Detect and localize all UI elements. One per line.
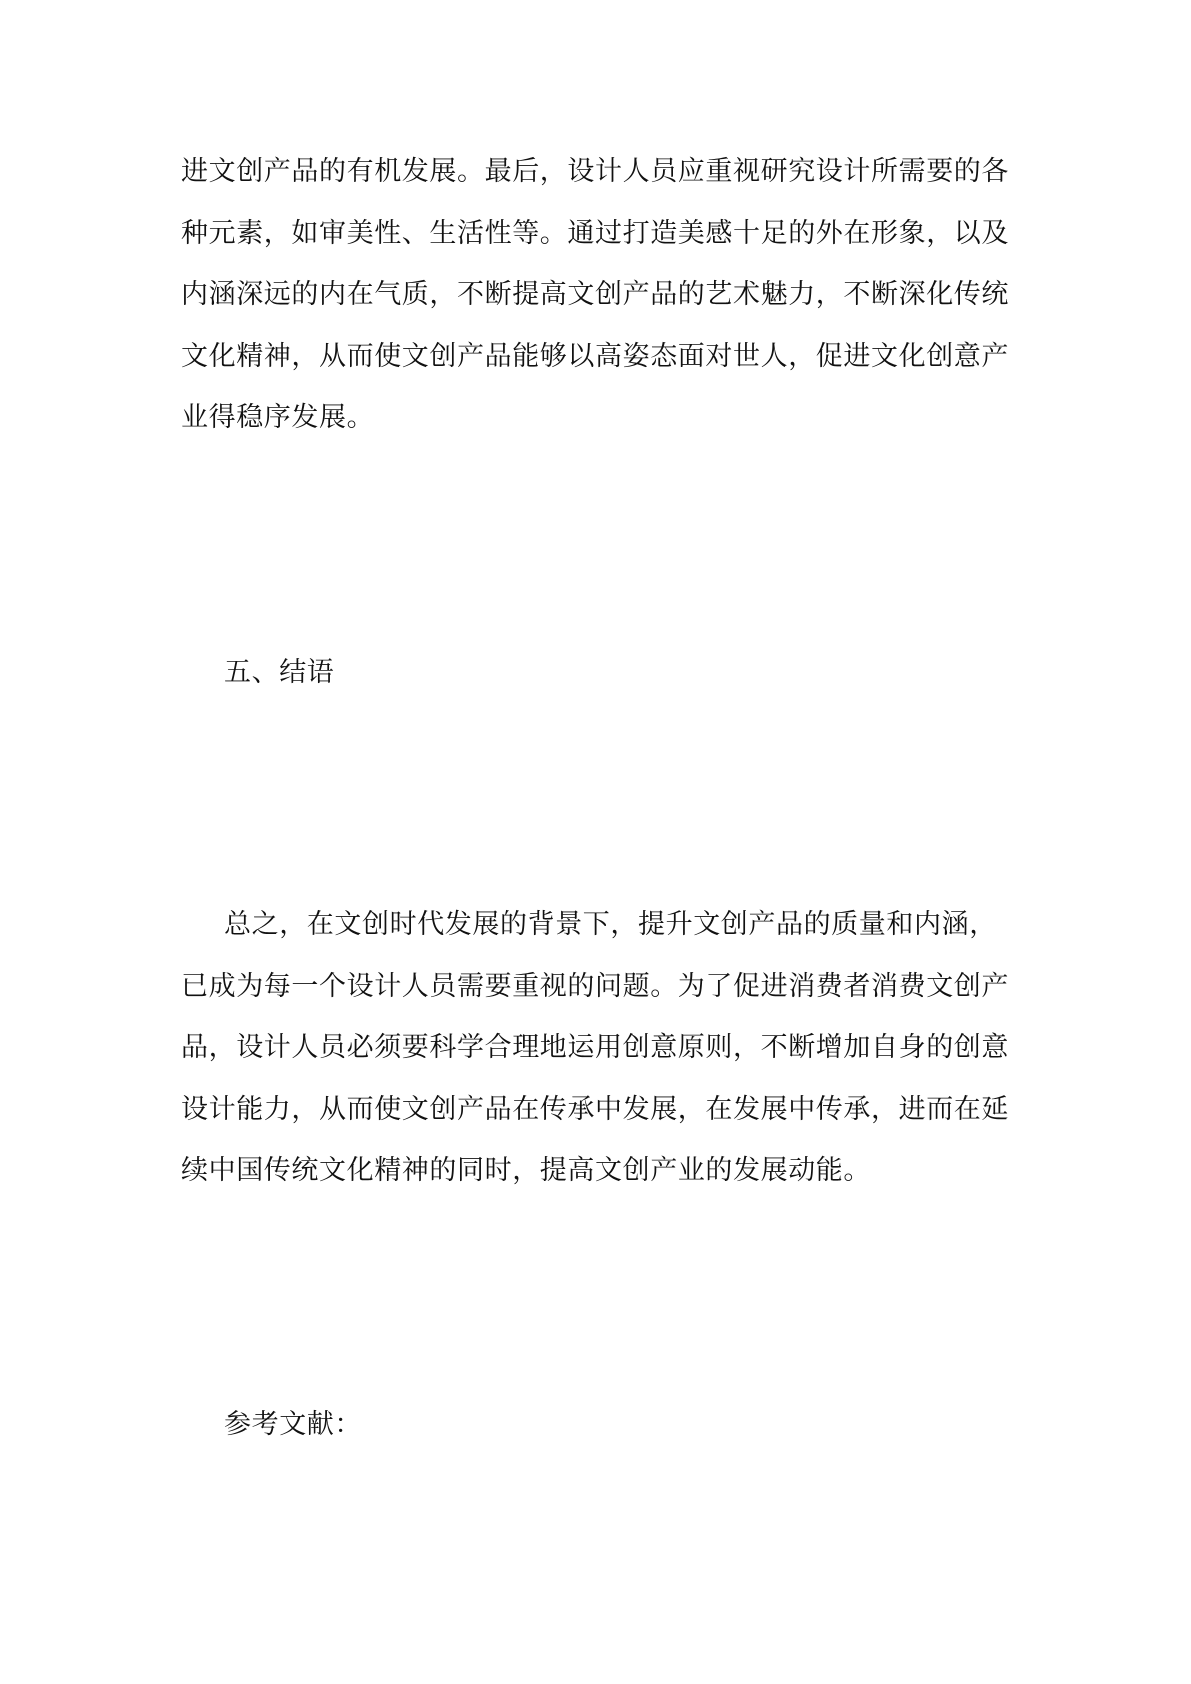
paragraph-line: 种元素，如审美性、生活性等。通过打造美感十足的外在形象，以及	[181, 218, 1009, 249]
paragraph-line: 进文创产品的有机发展。最后，设计人员应重视研究设计所需要的各	[181, 156, 1009, 187]
paragraph-line: 品，设计人员必须要科学合理地运用创意原则，不断增加自身的创意	[181, 1032, 1009, 1063]
section-heading: 五、结语	[224, 657, 335, 688]
paragraph-line: 文化精神，从而使文创产品能够以高姿态面对世人，促进文化创意产	[181, 341, 1009, 372]
references-heading: 参考文献：	[224, 1409, 362, 1440]
paragraph-line: 续中国传统文化精神的同时，提高文创产业的发展动能。	[181, 1155, 871, 1186]
paragraph-line: 已成为每一个设计人员需要重视的问题。为了促进消费者消费文创产	[181, 971, 1009, 1002]
paragraph-line: 总之，在文创时代发展的背景下，提升文创产品的质量和内涵，	[224, 909, 997, 940]
paragraph-line: 业得稳序发展。	[181, 402, 375, 433]
paragraph-line: 内涵深远的内在气质，不断提高文创产品的艺术魅力，不断深化传统	[181, 279, 1009, 310]
paragraph-line: 设计能力，从而使文创产品在传承中发展，在发展中传承，进而在延	[181, 1094, 1009, 1125]
